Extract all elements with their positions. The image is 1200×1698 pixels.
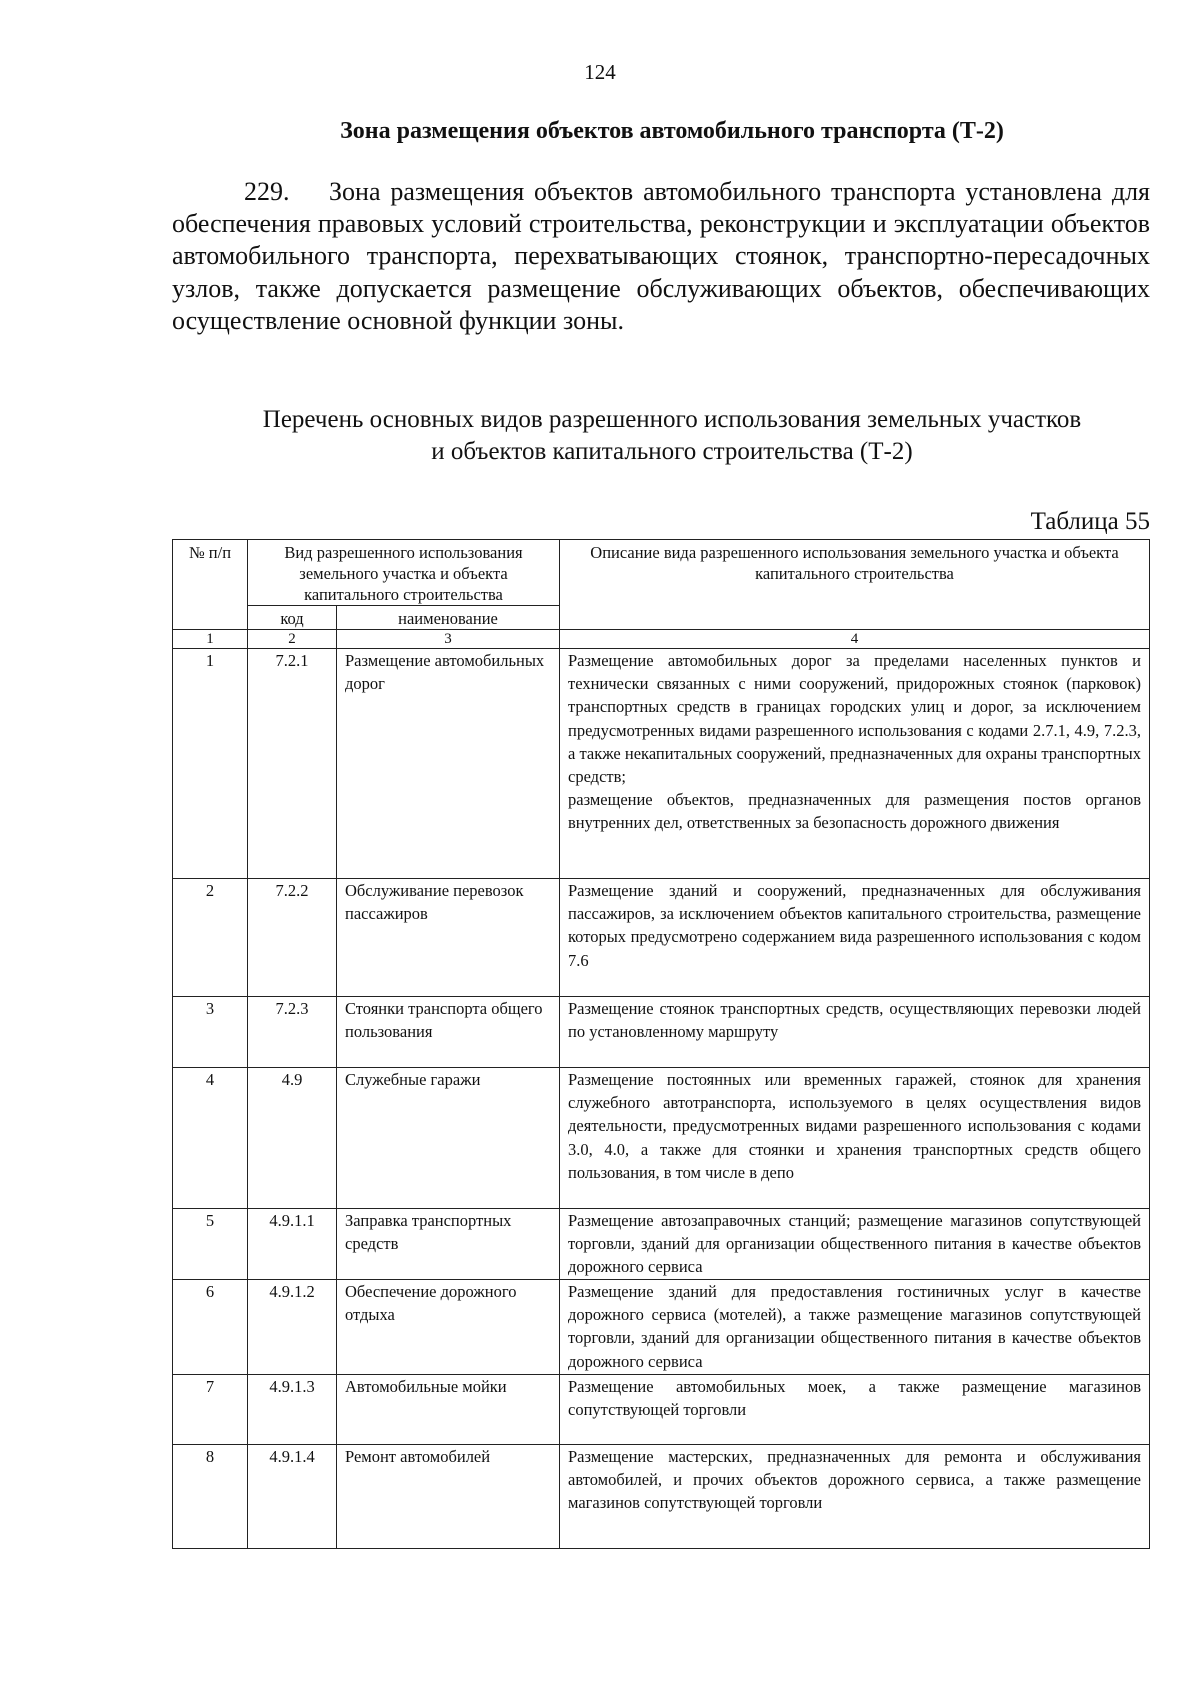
- table-row: [173, 1209, 1150, 1280]
- table-header-row: [173, 540, 1150, 606]
- row-code: 7.2.3: [248, 997, 337, 1068]
- paragraph-number: 229.: [244, 177, 290, 206]
- table-row: [173, 1280, 1150, 1375]
- row-num: 1: [173, 649, 248, 879]
- row-name: Ремонт автомобилей: [337, 1445, 560, 1549]
- row-desc: Размещение мастерских, предназначенных для ремонта и обслуживания автомобилей, и прочих объектов дорожного сервиса, а также размещение магазинов сопутствующей торговли: [560, 1445, 1150, 1549]
- table-row: [173, 1375, 1150, 1445]
- row-desc: Размещение зданий и сооружений, предназначенных для обслуживания пассажиров, за исключением объектов капитального строительства, размещение которых предусмотрено содержанием вида разрешенного использования с кодом 7.6: [560, 879, 1150, 997]
- row-code: 4.9: [248, 1068, 337, 1209]
- row-desc: Размещение автомобильных моек, а также размещение магазинов сопутствующей торговли: [560, 1375, 1150, 1445]
- table-row: [173, 879, 1150, 997]
- row-code: 4.9.1.4: [248, 1445, 337, 1549]
- row-name: Обслуживание перевозок пассажиров: [337, 879, 560, 997]
- row-code: 4.9.1.3: [248, 1375, 337, 1445]
- row-name: Служебные гаражи: [337, 1068, 560, 1209]
- table-row: [173, 997, 1150, 1068]
- paragraph-229: [172, 176, 1150, 337]
- row-name: Заправка транспортных средств: [337, 1209, 560, 1280]
- row-num: 5: [173, 1209, 248, 1280]
- paragraph-text: Зона размещения объектов автомобильного транспорта установлена для обеспечения правовых условий строительства, реконструкции и эксплуатации объектов автомобильного транспорта, перехватывающих стоянок, транспортно-пересадочных узлов, также допускается размещение обслуживающих объектов, обеспечивающих осуществление основной функции зоны.: [172, 177, 1150, 335]
- header-name: наименование: [337, 606, 560, 630]
- row-desc: Размещение автозаправочных станций; размещение магазинов сопутствующей торговли, зданий для организации общественного питания в качестве объектов дорожного сервиса: [560, 1209, 1150, 1280]
- list-title: [172, 404, 1172, 468]
- row-code: 7.2.1: [248, 649, 337, 879]
- index-cell: 2: [248, 630, 337, 649]
- table-label: Таблица 55: [1030, 508, 1150, 535]
- table-row: [173, 1068, 1150, 1209]
- header-type: Вид разрешенного использования земельного участка и объекта капитального строительства: [248, 540, 560, 606]
- permitted-use-table: [172, 539, 1150, 1549]
- row-code: 4.9.1.2: [248, 1280, 337, 1375]
- list-title-line-2: и объектов капитального строительства (Т-2): [431, 438, 913, 465]
- row-desc-part-2: размещение объектов, предназначенных для размещения постов органов внутренних дел, ответственных за безопасность дорожного движения: [568, 790, 1141, 833]
- table-row: [173, 649, 1150, 879]
- header-num: № п/п: [173, 540, 248, 630]
- row-name: Обеспечение дорожного отдыха: [337, 1280, 560, 1375]
- section-heading: Зона размещения объектов автомобильного транспорта (Т-2): [340, 118, 1004, 144]
- row-num: 6: [173, 1280, 248, 1375]
- row-name: Размещение автомобильных дорог: [337, 649, 560, 879]
- index-cell: 3: [337, 630, 560, 649]
- row-desc: Размещение стоянок транспортных средств, осуществляющих перевозки людей по установленному маршруту: [560, 997, 1150, 1068]
- index-cell: 1: [173, 630, 248, 649]
- table-row: [173, 1445, 1150, 1549]
- row-code: 7.2.2: [248, 879, 337, 997]
- row-name: Автомобильные мойки: [337, 1375, 560, 1445]
- row-desc: Размещение постоянных или временных гаражей, стоянок для хранения служебного автотранспорта, используемого в целях осуществления видов деятельности, предусмотренных видами разрешенного использования с кодами 3.0, 4.0, а также для стоянки и хранения транспортных средств общего пользования, в том числе в депо: [560, 1068, 1150, 1209]
- page-number: 124: [584, 60, 616, 84]
- table-index-row: [173, 630, 1150, 649]
- row-code: 4.9.1.1: [248, 1209, 337, 1280]
- row-desc-part-1: Размещение автомобильных дорог за пределами населенных пунктов и технически связанных с ними сооружений, придорожных стоянок (парковок) транспортных средств в границах городских улиц и дорог, за исключением предусмотренных видами разрешенного использования с кодами 2.7.1, 4.9, 7.2.3, а также некапитальных сооружений, предназначенных для охраны транспортных средств;: [568, 651, 1141, 787]
- row-desc: [560, 649, 1150, 879]
- row-num: 3: [173, 997, 248, 1068]
- row-num: 7: [173, 1375, 248, 1445]
- row-name: Стоянки транспорта общего пользования: [337, 997, 560, 1068]
- header-desc: Описание вида разрешенного использования земельного участка и объекта капитального строительства: [560, 540, 1150, 630]
- row-num: 2: [173, 879, 248, 997]
- index-cell: 4: [560, 630, 1150, 649]
- header-code: код: [248, 606, 337, 630]
- row-num: 8: [173, 1445, 248, 1549]
- row-num: 4: [173, 1068, 248, 1209]
- list-title-line-1: Перечень основных видов разрешенного использования земельных участков: [262, 406, 1082, 433]
- row-desc: Размещение зданий для предоставления гостиничных услуг в качестве дорожного сервиса (мотелей), а также размещение магазинов сопутствующей торговли, зданий для организации общественного питания в качестве объектов дорожного сервиса: [560, 1280, 1150, 1375]
